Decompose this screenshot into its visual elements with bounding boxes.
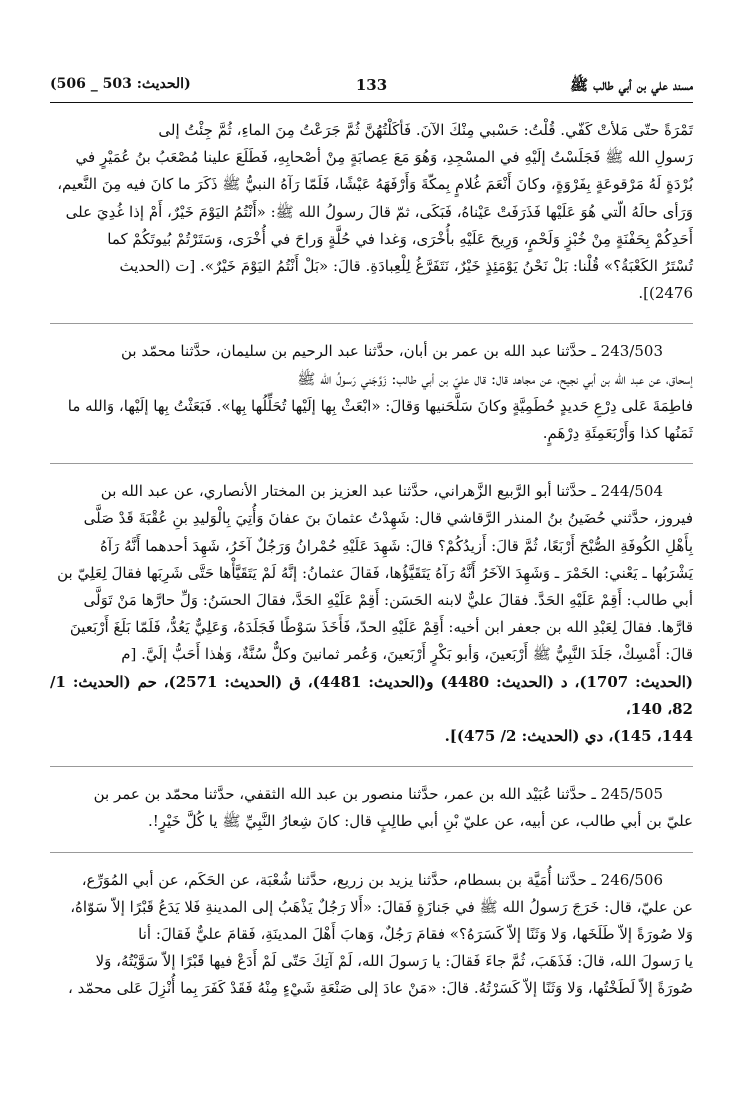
hadith-506	[50, 867, 693, 1003]
text-line: 245/505 ـ حدَّثنا عُبَيْد الله بن عمر، حدَّثنا منصور بن عبد الله الثقفي، حدَّثنا محمّد بن عمر بن	[93, 785, 663, 804]
text-line: عن عليّ، قال: خَرَجَ رَسولُ الله ﷺ في جَنازَةٍ فَقالَ: «أَلا رَجُلٌ يَذْهَبُ إلى المدينةِ فَلا يَدَعُ قَبْرًا إلاّ سَوّاهُ،	[70, 897, 693, 916]
section-divider	[50, 323, 693, 324]
text-line: إسحاق، عن عبد الله بن أبي نجيح، عن مجاهد قال: قال عليّ بن أبي طالب: زَوَّجَني رَسولُ الله ﷺ	[297, 369, 693, 388]
text-line: بُرْدَةٍ لَهُ مَرْقوعَةٍ بِفَرْوَةٍ، وكانَ أَنْعَمَ غُلامٍ بِمكّةَ وَأَرْفَهَهُ عَيْشًا، فَلَمّا رَآهُ النبيُّ ﷺ ذَكَرَ ما كانَ فيه مِنَ النَّعيم،	[57, 175, 693, 194]
text-line: رَسولِ الله ﷺ فَجَلَسْتُ إلَيْهِ في المسْجِدِ، وَهُوَ مَعَ عِصابَةٍ مِنْ أصْحابِهِ، فَطَلَعَ علينا مُصْعَبُ بنُ عُمَيْرٍ في	[75, 148, 693, 167]
text-line: يَشْرَبُها ـ يَعْني: الخَمْرَ ـ وَشَهِدَ الآخَرُ أَنَّهُ رَآهُ يَتَقَيَّؤُها، فَقالَ عثمانُ: إنَّهُ لَمْ يَتَقَيَّأْها حَتَّى شَرِبَها فقالَ لِعَلِيّ بن	[57, 563, 693, 582]
text-line: أَحَدِكُمْ بِحَفْنَةٍ مِنْ خُبْزٍ وَلَحْمٍ، وَرِيحَ عَلَيْهِ بأُخْرَى، وَغدا في حُلَّةٍ وَراحَ في أُخْرَى، وَسَتَرْتُمْ بُيوتَكُمْ كما	[107, 229, 693, 248]
reference-line: (الحديث: 1707)، د (الحديث: 4480) و(الحديث: 4481)، ق (الحديث: 2571)، حم (الحديث: 1/ 82، 140،	[50, 672, 693, 718]
text-line: قالَ: أَمْسِكْ، جَلَدَ النَّبِيُّ ﷺ أَرْبَعينَ، وَأبو بَكْرٍ أَرْبَعينَ، وَعُمر ثمانينَ وكلٌّ سُنَّةٌ، وَهٰذا أَحَبُّ إلَيَّ. [م	[121, 645, 693, 664]
text-line: فاطِمَةَ عَلى دِرْعِ حَديدٍ حُطَمِيَّةٍ وكانَ سَلَّحَنيها وَقالَ: «ابْعَثْ بِها إلَيْها تُحَلِّلُها بِها». فَبَعَثْتُ بِها إلَيْها، وَالله ما	[67, 396, 693, 415]
hadith-continuation	[50, 117, 693, 307]
reference-line: 144، 145)، دي (الحديث: 2/ 475)].	[444, 727, 693, 746]
text-line: أبي طالب: أَقِمْ عَلَيْهِ الحَدَّ. فقالَ عليٌّ لابنه الحَسَن: أَقِمْ عَلَيْهِ الحَدَّ، فقالَ الحسَنُ: وَلِّ حارَّها مَنْ تَوَلَّى	[83, 591, 693, 610]
text-line: بِأَهْلِ الكُوفَةِ الصُّبْحَ أَرْبَعًا، ثُمَّ قالَ: أَزيدُكُمْ؟ قالَ: شَهِدَ عَلَيْهِ حُمْرانُ وَرَجُلٌ آخَرُ، شَهِدَ أحدهما أَنَّهُ رَآهُ	[100, 536, 693, 555]
page-body	[50, 117, 693, 1003]
text-line: يا رَسولَ الله، قالَ: فَذَهَبَ، ثُمَّ جاءَ فَقالَ: يا رَسولَ الله، لَمْ آتِكَ حَتّى لَمْ أَدَعْ فيها قَبْرًا إلاّ سَوَّيْتُهُ، وَلا	[95, 952, 693, 971]
text-line: 244/504 ـ حدَّثنا أبو الرَّبيع الزَّهراني، حدَّثنا عبد العزيز بن المختار الأنصاري، عن عبد الله بن	[100, 482, 663, 501]
book-title: مسند علي بن أبي طالب ﷺ	[569, 76, 693, 94]
text-line: 246/506 ـ حدَّثنا أُمَيَّة بن بسطام، حدَّثنا يزيد بن زريع، حدَّثنا شُعْبَة، عن الحَكَم، عن أبي المُوَرِّع،	[81, 870, 663, 889]
section-divider	[50, 766, 693, 767]
hadith-range: (الحديث: 503 _ 506)	[50, 76, 191, 92]
text-line: عليّ بن أبي طالب، عن أبيه، عن عليّ بْنِ أبي طالِبٍ قال: كانَ شِعارُ النَّبِيِّ ﷺ يا كُلَّ خَيْرٍ!.	[147, 812, 693, 831]
text-line: وَلا صُورَةً إلاّ طَلَخَها، وَلا وَثَنًا إلاّ كَسَرَهُ؟» فقامَ رَجُلٌ، وَهابَ أَهْلَ المدينَةِ، فَقامَ عليٌّ فَقالَ: أنا	[138, 925, 693, 944]
text-line: 2476)].	[638, 284, 693, 303]
text-line: قارَّها. فقالَ لِعَبْدِ الله بن جعفر ابن أخيه: أَقِمْ عَلَيْهِ الحدّ، فَأَخَذَ سَوْطًا فَجَلَدَهُ، وَعَلِيٌّ يَعُدُّ، فَلَمّا بَلَغَ أَرْبَعينَ	[69, 618, 693, 637]
text-line: تُسْتَرُ الكَعْبَةُ؟» قُلْنا: بَلْ نَحْنُ يَوْمَئِذٍ خَيْرٌ، نَتَفَرَّغُ لِلْعِبادَةِ. قالَ: «بَلْ أَنْتُمُ اليَوْمَ خَيْرٌ». [ت (الحديث	[119, 257, 693, 276]
text-line: تَمْرَةً حتّى مَلأتْ كَفّي. قُلْتُ: حَسْبي مِنْكَ الآنَ. فَأكَلْتُهُنَّ ثُمَّ جَرَعْتُ مِنَ الماءِ، ثُمَّ جِئْتُ إلى	[158, 121, 693, 139]
text-line: وَرَأى حالَهُ الّتي هُوَ عَلَيْها فَذَرَفَتْ عَيْناهُ، فَبَكَى، ثمّ قالَ رسولُ الله ﷺ: «أَنْتُمُ اليَوْمَ خَيْرٌ، أَمْ إذا غُدِيَ على	[65, 202, 693, 221]
hadith-503	[50, 338, 693, 447]
text-line: 243/503 ـ حدَّثنا عبد الله بن عمر بن أبان، حدَّثنا عبد الرحيم بن سليمان، حدَّثنا محمّد بن	[121, 342, 663, 361]
hadith-504	[50, 478, 693, 750]
hadith-505	[50, 781, 693, 835]
text-line: ثَمَنُها كذا وَأَرْبَعَمِئَةِ دِرْهَمٍ.	[542, 424, 693, 443]
section-divider	[50, 463, 693, 464]
page-number: 133	[355, 76, 388, 94]
section-divider	[50, 852, 693, 853]
text-line: صُورَةً إلاّ لَطَخْتُها، وَلا وَثَنًا إلاّ كَسَرْتُهُ. قالَ: «مَنْ عادَ إلى صَنْعَةِ شَيْءٍ مِنْهُ فَقَدْ كَفَرَ بِما أُنْزِلَ عَلى محمّد ،	[67, 979, 693, 998]
text-line: فيروز، حدَّثني حُضَينُ بنُ المنذر الرَّقاشي قال: شَهِدْتُ عثمانَ بنَ عفانَ وَأُتِيَ بِالْوَليدِ بنِ عُقْبَةَ قَدْ صَلَّى	[83, 509, 693, 528]
running-header	[50, 70, 693, 103]
